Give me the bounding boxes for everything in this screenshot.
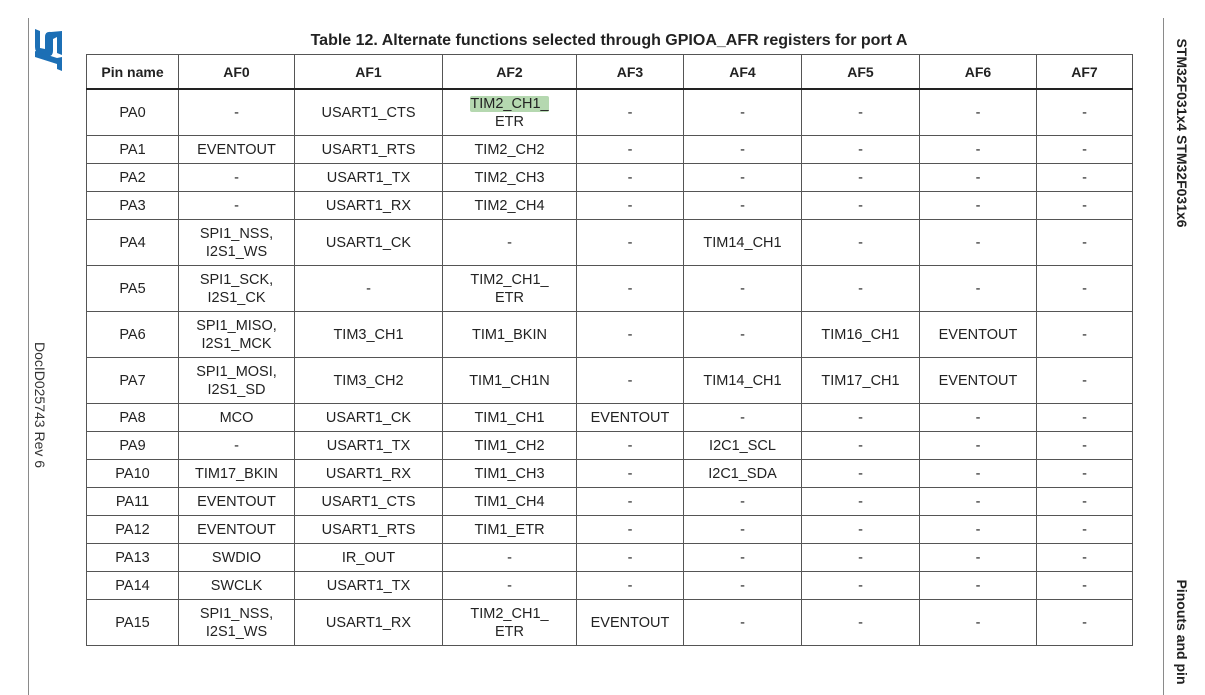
table-row bbox=[87, 432, 1133, 460]
af3-cell: - bbox=[577, 460, 684, 488]
af6-cell: - bbox=[920, 192, 1037, 220]
af0-cell-line1: SPI1_NSS, bbox=[199, 605, 274, 622]
pin-cell: PA13 bbox=[87, 544, 179, 572]
table-row bbox=[87, 164, 1133, 192]
af0-cell: EVENTOUT bbox=[179, 136, 295, 164]
af6-cell: - bbox=[920, 460, 1037, 488]
af7-cell: - bbox=[1037, 192, 1133, 220]
af5-cell: - bbox=[802, 432, 920, 460]
pin-cell: PA4 bbox=[87, 220, 179, 266]
af5-cell: - bbox=[802, 544, 920, 572]
highlighted-text: TIM2_CH1_ bbox=[470, 95, 549, 112]
af2-cell: TIM1_CH3 bbox=[443, 460, 577, 488]
af2-cell: TIM1_CH4 bbox=[443, 488, 577, 516]
af4-cell: TIM14_CH1 bbox=[684, 220, 802, 266]
af7-cell: - bbox=[1037, 312, 1133, 358]
af1-cell: USART1_CK bbox=[295, 404, 443, 432]
af0-cell bbox=[179, 600, 295, 646]
af5-cell: - bbox=[802, 192, 920, 220]
af1-cell: USART1_CK bbox=[295, 220, 443, 266]
af2-cell-line1: TIM2_CH1_ bbox=[470, 605, 549, 622]
af6-cell: - bbox=[920, 266, 1037, 312]
af2-cell: TIM2_CH3 bbox=[443, 164, 577, 192]
column-header: AF4 bbox=[684, 55, 802, 90]
af0-cell: - bbox=[179, 192, 295, 220]
af5-cell: - bbox=[802, 164, 920, 192]
table-row bbox=[87, 516, 1133, 544]
af4-cell: - bbox=[684, 266, 802, 312]
column-header: AF7 bbox=[1037, 55, 1133, 90]
af7-cell: - bbox=[1037, 488, 1133, 516]
af3-cell: - bbox=[577, 358, 684, 404]
pin-cell: PA1 bbox=[87, 136, 179, 164]
af3-cell: - bbox=[577, 516, 684, 544]
af5-cell: - bbox=[802, 516, 920, 544]
af5-cell: - bbox=[802, 220, 920, 266]
af3-cell: - bbox=[577, 164, 684, 192]
af7-cell: - bbox=[1037, 136, 1133, 164]
column-header: AF5 bbox=[802, 55, 920, 90]
af6-cell: - bbox=[920, 544, 1037, 572]
af0-cell-line1: SPI1_NSS, bbox=[199, 225, 274, 242]
af0-cell-line1: SPI1_MOSI, bbox=[196, 363, 277, 380]
af0-cell-line1: SPI1_MISO, bbox=[196, 317, 277, 334]
af3-cell: - bbox=[577, 192, 684, 220]
af1-cell: TIM3_CH2 bbox=[295, 358, 443, 404]
table-row bbox=[87, 312, 1133, 358]
af1-cell: USART1_RTS bbox=[295, 516, 443, 544]
af4-cell: I2C1_SDA bbox=[684, 460, 802, 488]
af0-cell-line2: I2S1_CK bbox=[207, 289, 266, 306]
af0-cell: - bbox=[179, 432, 295, 460]
af0-cell-line1: SPI1_SCK, bbox=[199, 271, 274, 288]
af0-cell: - bbox=[179, 164, 295, 192]
af6-cell: - bbox=[920, 600, 1037, 646]
af2-cell bbox=[443, 266, 577, 312]
af1-cell: USART1_TX bbox=[295, 572, 443, 600]
af2-cell: - bbox=[443, 544, 577, 572]
st-logo-icon bbox=[33, 26, 63, 74]
side-section-title: Pinouts and pin bbox=[1174, 579, 1190, 685]
af3-cell: - bbox=[577, 312, 684, 358]
af3-cell: - bbox=[577, 432, 684, 460]
af7-cell: - bbox=[1037, 358, 1133, 404]
pin-cell: PA14 bbox=[87, 572, 179, 600]
pin-cell: PA6 bbox=[87, 312, 179, 358]
af5-cell: - bbox=[802, 488, 920, 516]
af0-cell: MCO bbox=[179, 404, 295, 432]
table-row bbox=[87, 600, 1133, 646]
column-header: AF0 bbox=[179, 55, 295, 90]
pin-cell: PA10 bbox=[87, 460, 179, 488]
af4-cell: - bbox=[684, 516, 802, 544]
af3-cell: - bbox=[577, 89, 684, 136]
af4-cell: - bbox=[684, 89, 802, 136]
table-row bbox=[87, 460, 1133, 488]
af2-cell-line2: ETR bbox=[495, 113, 524, 130]
pin-cell: PA2 bbox=[87, 164, 179, 192]
pin-cell: PA12 bbox=[87, 516, 179, 544]
af5-cell: - bbox=[802, 89, 920, 136]
table-row bbox=[87, 488, 1133, 516]
af4-cell: - bbox=[684, 600, 802, 646]
af4-cell: - bbox=[684, 164, 802, 192]
document-id: DocID025743 Rev 6 bbox=[32, 341, 48, 469]
af2-cell: - bbox=[443, 572, 577, 600]
af7-cell: - bbox=[1037, 544, 1133, 572]
af1-cell: IR_OUT bbox=[295, 544, 443, 572]
af1-cell: USART1_RX bbox=[295, 460, 443, 488]
af1-cell: USART1_CTS bbox=[295, 89, 443, 136]
af0-cell bbox=[179, 358, 295, 404]
right-margin-rule bbox=[1163, 18, 1164, 695]
af2-cell: TIM1_CH1 bbox=[443, 404, 577, 432]
af5-cell: TIM16_CH1 bbox=[802, 312, 920, 358]
af6-cell: - bbox=[920, 572, 1037, 600]
pin-cell: PA5 bbox=[87, 266, 179, 312]
af4-cell: - bbox=[684, 192, 802, 220]
af4-cell: - bbox=[684, 136, 802, 164]
af4-cell: - bbox=[684, 572, 802, 600]
af3-cell: EVENTOUT bbox=[577, 600, 684, 646]
af3-cell: - bbox=[577, 220, 684, 266]
af0-cell: EVENTOUT bbox=[179, 516, 295, 544]
af4-cell: TIM14_CH1 bbox=[684, 358, 802, 404]
af0-cell: SWCLK bbox=[179, 572, 295, 600]
af2-cell: TIM2_CH4 bbox=[443, 192, 577, 220]
af6-cell: - bbox=[920, 220, 1037, 266]
table-row bbox=[87, 220, 1133, 266]
table-row bbox=[87, 136, 1133, 164]
pin-cell: PA11 bbox=[87, 488, 179, 516]
af7-cell: - bbox=[1037, 266, 1133, 312]
column-header: AF6 bbox=[920, 55, 1037, 90]
af6-cell: EVENTOUT bbox=[920, 358, 1037, 404]
af7-cell: - bbox=[1037, 432, 1133, 460]
af5-cell: - bbox=[802, 460, 920, 488]
af0-cell-line2: I2S1_SD bbox=[207, 381, 266, 398]
af2-cell: TIM1_CH1N bbox=[443, 358, 577, 404]
af2-cell: TIM1_BKIN bbox=[443, 312, 577, 358]
alternate-functions-table bbox=[86, 54, 1133, 646]
pin-cell: PA7 bbox=[87, 358, 179, 404]
af2-cell-line2: ETR bbox=[495, 289, 524, 306]
table-row bbox=[87, 404, 1133, 432]
pin-cell: PA3 bbox=[87, 192, 179, 220]
table-row bbox=[87, 358, 1133, 404]
af2-cell: - bbox=[443, 220, 577, 266]
table-row bbox=[87, 544, 1133, 572]
af3-cell: - bbox=[577, 136, 684, 164]
af3-cell: - bbox=[577, 488, 684, 516]
af6-cell: - bbox=[920, 164, 1037, 192]
af7-cell: - bbox=[1037, 404, 1133, 432]
af5-cell: - bbox=[802, 404, 920, 432]
af5-cell: - bbox=[802, 136, 920, 164]
side-product-title: STM32F031x4 STM32F031x6 bbox=[1174, 38, 1190, 228]
table-header-row bbox=[87, 55, 1133, 90]
af2-cell: TIM1_CH2 bbox=[443, 432, 577, 460]
af0-cell bbox=[179, 266, 295, 312]
af0-cell: - bbox=[179, 89, 295, 136]
af0-cell bbox=[179, 220, 295, 266]
af7-cell: - bbox=[1037, 516, 1133, 544]
af3-cell: EVENTOUT bbox=[577, 404, 684, 432]
left-margin-rule bbox=[28, 18, 29, 695]
af6-cell: - bbox=[920, 89, 1037, 136]
af2-cell-line1: TIM2_CH1_ bbox=[470, 271, 549, 288]
af4-cell: - bbox=[684, 544, 802, 572]
af3-cell: - bbox=[577, 266, 684, 312]
af1-cell: USART1_RX bbox=[295, 600, 443, 646]
af6-cell: - bbox=[920, 432, 1037, 460]
af7-cell: - bbox=[1037, 164, 1133, 192]
column-header: AF3 bbox=[577, 55, 684, 90]
af0-cell-line2: I2S1_MCK bbox=[201, 335, 272, 352]
af6-cell: EVENTOUT bbox=[920, 312, 1037, 358]
table-caption: Table 12. Alternate functions selected through GPIOA_AFR registers for port A bbox=[310, 32, 908, 49]
af6-cell: - bbox=[920, 136, 1037, 164]
af2-cell bbox=[443, 89, 577, 136]
af0-cell bbox=[179, 312, 295, 358]
af4-cell: I2C1_SCL bbox=[684, 432, 802, 460]
af4-cell: - bbox=[684, 312, 802, 358]
af5-cell: - bbox=[802, 600, 920, 646]
pin-cell: PA9 bbox=[87, 432, 179, 460]
af7-cell: - bbox=[1037, 600, 1133, 646]
table-row bbox=[87, 572, 1133, 600]
af5-cell: - bbox=[802, 266, 920, 312]
af2-cell: TIM2_CH2 bbox=[443, 136, 577, 164]
af0-cell: SWDIO bbox=[179, 544, 295, 572]
af3-cell: - bbox=[577, 572, 684, 600]
af1-cell: USART1_CTS bbox=[295, 488, 443, 516]
af5-cell: - bbox=[802, 572, 920, 600]
column-header: AF2 bbox=[443, 55, 577, 90]
column-header: AF1 bbox=[295, 55, 443, 90]
af2-cell: TIM1_ETR bbox=[443, 516, 577, 544]
table-row bbox=[87, 266, 1133, 312]
af1-cell: USART1_TX bbox=[295, 164, 443, 192]
af0-cell-line2: I2S1_WS bbox=[205, 243, 268, 260]
af7-cell: - bbox=[1037, 89, 1133, 136]
pin-cell: PA8 bbox=[87, 404, 179, 432]
af6-cell: - bbox=[920, 488, 1037, 516]
af1-cell: USART1_TX bbox=[295, 432, 443, 460]
column-header: Pin name bbox=[87, 55, 179, 90]
af5-cell: TIM17_CH1 bbox=[802, 358, 920, 404]
af6-cell: - bbox=[920, 516, 1037, 544]
pin-cell: PA15 bbox=[87, 600, 179, 646]
af2-cell-line2: ETR bbox=[495, 623, 524, 640]
af1-cell: USART1_RTS bbox=[295, 136, 443, 164]
af1-cell: USART1_RX bbox=[295, 192, 443, 220]
af4-cell: - bbox=[684, 404, 802, 432]
af2-cell bbox=[443, 600, 577, 646]
table-row bbox=[87, 89, 1133, 136]
af4-cell: - bbox=[684, 488, 802, 516]
af3-cell: - bbox=[577, 544, 684, 572]
af7-cell: - bbox=[1037, 572, 1133, 600]
af6-cell: - bbox=[920, 404, 1037, 432]
af1-cell: - bbox=[295, 266, 443, 312]
af0-cell-line2: I2S1_WS bbox=[205, 623, 268, 640]
af0-cell: TIM17_BKIN bbox=[179, 460, 295, 488]
table-row bbox=[87, 192, 1133, 220]
af0-cell: EVENTOUT bbox=[179, 488, 295, 516]
pin-cell: PA0 bbox=[87, 89, 179, 136]
af7-cell: - bbox=[1037, 220, 1133, 266]
af7-cell: - bbox=[1037, 460, 1133, 488]
af1-cell: TIM3_CH1 bbox=[295, 312, 443, 358]
